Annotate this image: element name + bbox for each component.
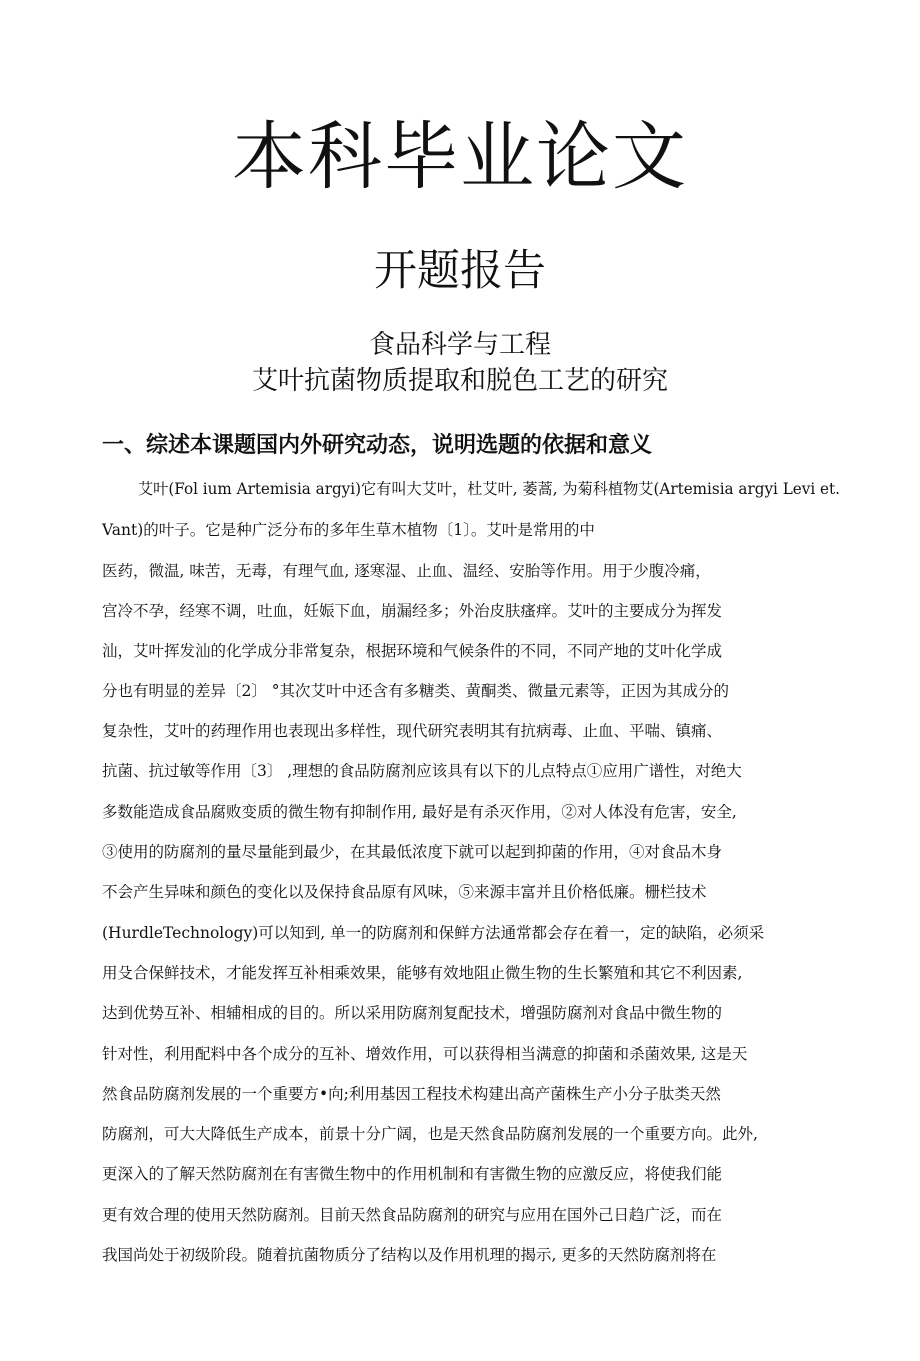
document-subtitle: 开题报告 xyxy=(374,246,546,296)
body-line: 医药，微温, 味苦，无毒，有理气血, 逐寒湿、止血、温经、安胎等作用。用于少腹冷痛， xyxy=(102,562,711,580)
body-line: 更深入的了解天然防腐剂在有害微生物中的作用机制和有害微生物的应激反应，将使我们能 xyxy=(102,1165,723,1183)
section-heading: 一、综述本课题国内外研究动态，说明选题的依据和意义 xyxy=(102,433,653,458)
major-line: 食品科学与工程 xyxy=(368,330,551,360)
body-line: 更有效合理的使用天然防腐剂。目前天然食品防腐剂的研究与应用在国外己日趋广泛，而在 xyxy=(102,1206,723,1224)
body-line: 抗菌、抗过敏等作用〔3〕 ,理想的食品防腐剂应该具有以下的儿点特点①应用广谱性，对绝大 xyxy=(102,762,742,780)
document-title: 本科毕业论文 xyxy=(232,114,688,200)
body-line: 然食品防腐剂发展的一个重要方•向;利用基因工程技术构建出高产菌株生产小分子肽类天然 xyxy=(102,1085,721,1103)
body-line: Vant)的叶子。它是种广泛分布的多年生草木植物〔1〕。艾叶是常用的中 xyxy=(102,521,595,539)
body-line: 分也有明显的差异〔2〕 °其次艾叶中还含有多糖类、黄酮类、微量元素等，正因为其成分的 xyxy=(102,682,730,700)
body-line: 复杂性，艾叶的药理作用也表现出多样性，现代研究表明其有抗病毒、止血、平喘、镇痛、 xyxy=(102,722,723,740)
body-line: 防腐剂，可大大降低生产成本，前景十分广阔，也是天然食品防腐剂发展的一个重要方向。此外, xyxy=(102,1125,758,1143)
body-line: 汕，艾叶挥发汕的化学成分非常复杂，根据环境和气候条件的不同，不同产地的艾叶化学成 xyxy=(102,642,723,660)
body-line: 宫冷不孕，经寒不调，吐血，妊娠下血，崩漏经多；外治皮肤瘙痒。艾叶的主要成分为挥发 xyxy=(102,602,723,620)
body-line: (HurdleTechnology)可以知到, 单一的防腐剂和保鲜方法通常都会存在着一，定的缺陷，必须采 xyxy=(102,924,765,942)
body-line: 针对性，利用配料中各个成分的互补、增效作用，可以获得相当满意的抑菌和杀菌效果, 这是天 xyxy=(102,1045,748,1063)
body-line: 我国尚处于初级阶段。随着抗菌物质分了结构以及作用机理的揭示, 更多的天然防腐剂将在 xyxy=(102,1246,717,1264)
body-line: 用殳合保鲜技术，才能发挥互补相乘效果，能够有效地阻止微生物的生长繁殖和其它不利因素, xyxy=(102,964,743,982)
body-line: 艾叶(Fol ium Artemisia argyi)它有叫大艾叶，杜艾叶, 萎蒿, 为菊科植物艾(Artemisia argyi Levi et. xyxy=(138,480,840,498)
body-line: 达到优势互补、相辅相成的目的。所以采用防腐剂复配技术，增强防腐剂对食品中微生物的 xyxy=(102,1004,723,1022)
body-line: 多数能造成食品腐败变质的微生物有抑制作用, 最好是有杀灭作用，②对人体没有危害，安全, xyxy=(102,803,737,821)
body-line: 不会产生异味和颜色的变化以及保持食品原有风味，⑤来源丰富并且价格低廉。栅栏技术 xyxy=(102,883,707,901)
body-line: ③使用的防腐剂的量尽量能到最少，在其最低浓度下就可以起到抑菌的作用，④对食品木身 xyxy=(102,843,723,861)
topic-line: 艾叶抗菌物质提取和脱色工艺的研究 xyxy=(251,366,668,396)
